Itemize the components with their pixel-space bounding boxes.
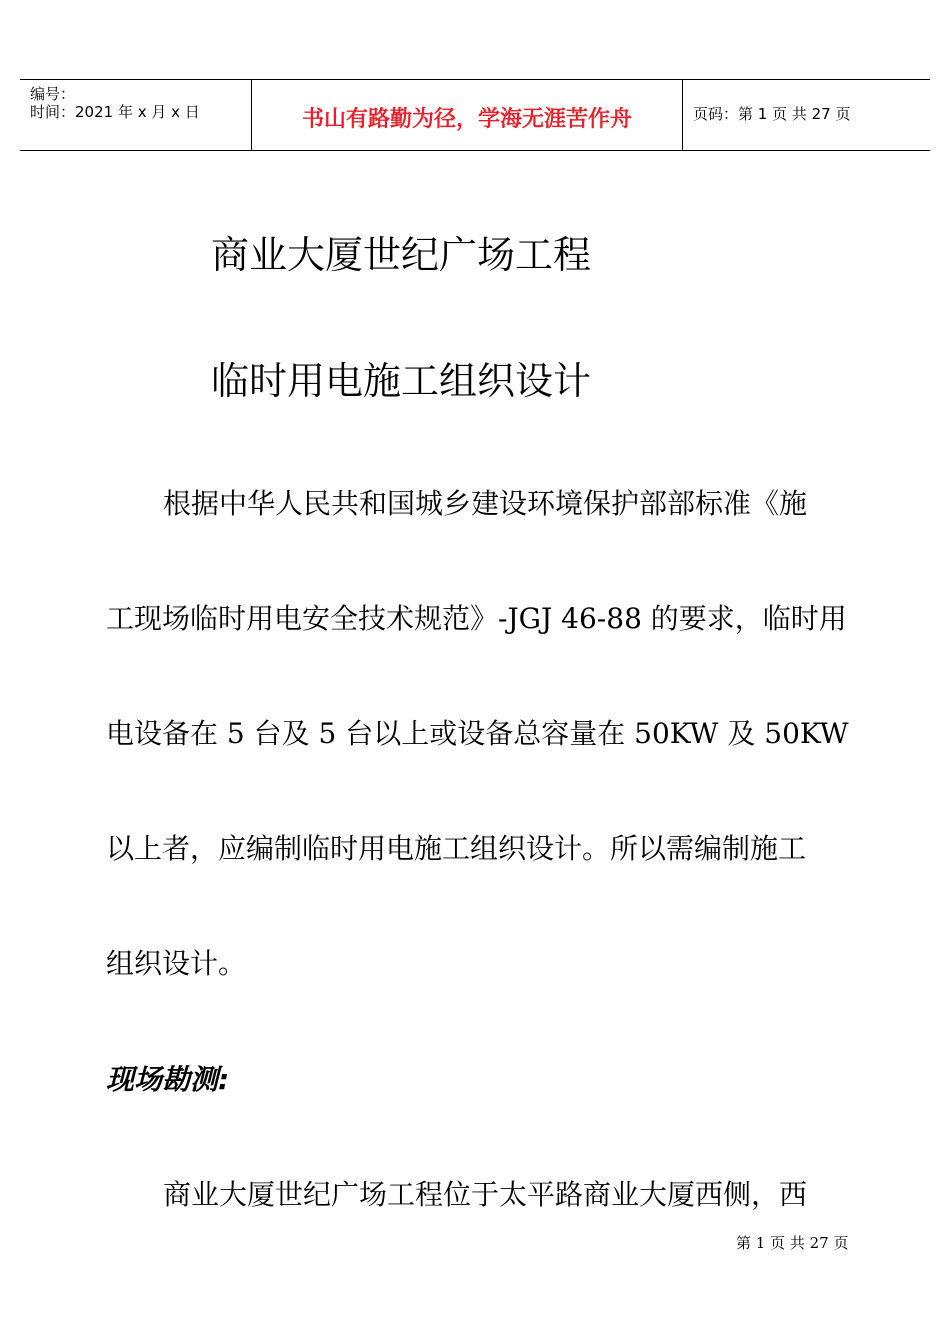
- header-middle-cell: [252, 80, 683, 150]
- header-left-cell: [20, 80, 252, 150]
- header-motto: 书山有路勤为径，学海无涯苦作舟: [301, 107, 632, 132]
- header-right-cell: [683, 80, 930, 150]
- document-title-line-2: 临时用电施工组织设计: [211, 359, 592, 403]
- paragraph-line: 根据中华人民共和国城乡建设环境保护部部标准《施: [163, 487, 808, 520]
- document-title-line-1: 商业大厦世纪广场工程: [211, 233, 592, 277]
- section-heading: 现场勘测:: [106, 1063, 230, 1096]
- document-time-label: 时间：2021 年 x 月 x 日: [30, 103, 200, 121]
- paragraph-line: 以上者，应编制临时用电施工组织设计。所以需编制施工: [106, 832, 807, 865]
- document-number-label: 编号：: [30, 85, 76, 103]
- header-page-info: 页码：第 1 页 共 27 页: [693, 105, 851, 123]
- page-footer: 第 1 页 共 27 页: [736, 1234, 849, 1252]
- document-header: [20, 79, 930, 151]
- paragraph-line: 工现场临时用电安全技术规范》-JGJ 46-88 的要求，临时用: [106, 602, 847, 635]
- paragraph-line: 电设备在 5 台及 5 台以上或设备总容量在 50KW 及 50KW: [106, 717, 849, 750]
- paragraph-line: 组织设计。: [106, 947, 247, 980]
- paragraph-line: 商业大厦世纪广场工程位于太平路商业大厦西侧，西: [163, 1178, 808, 1211]
